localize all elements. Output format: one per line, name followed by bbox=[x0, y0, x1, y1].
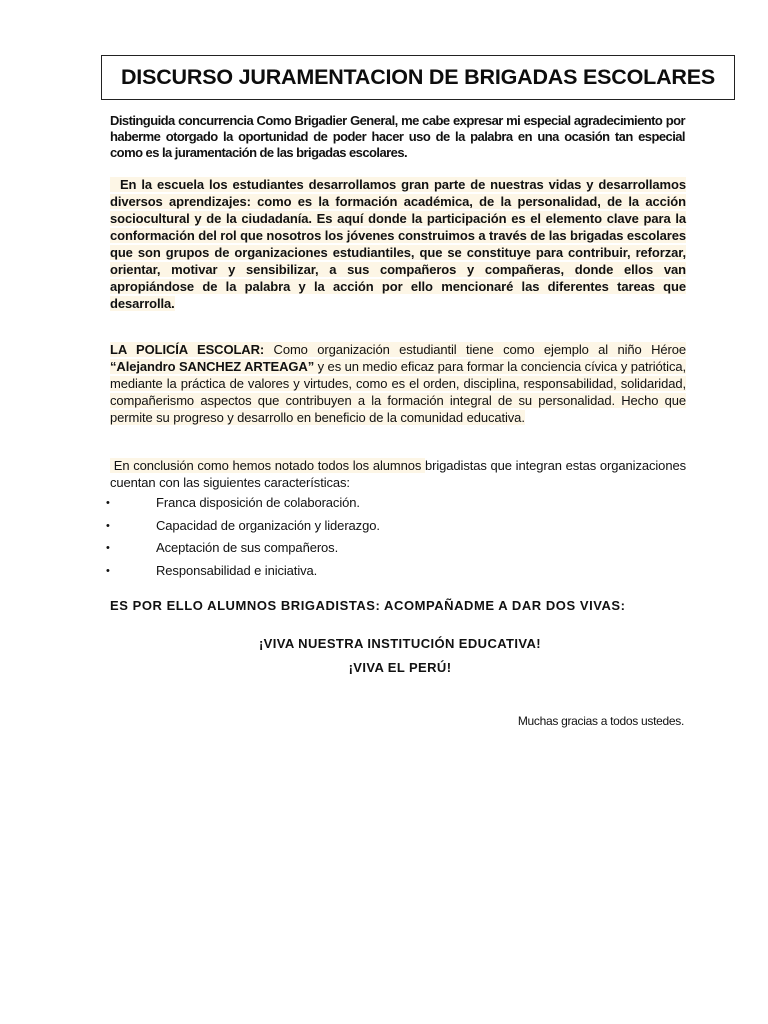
policia-heading: LA POLICÍA ESCOLAR: bbox=[110, 342, 265, 357]
policia-text-wrapper bbox=[110, 342, 686, 425]
policia-text-a: Como organización estudiantil tiene como ejemplo al niño Héroe bbox=[264, 342, 686, 357]
bullet-icon: • bbox=[106, 519, 110, 532]
conclusion-rest: brigadistas que integran estas organizaciones cuentan con las siguientes características: bbox=[110, 458, 686, 490]
list-item-text: Capacidad de organización y liderazgo. bbox=[156, 517, 380, 533]
list-item bbox=[100, 538, 380, 561]
paragraph-escuela bbox=[110, 176, 686, 312]
intro-paragraph: Distinguida concurrencia Como Brigadier General, me cabe expresar mi especial agradecimiento por haberme otorgado la oportunidad de poder hacer uso de la palabra en una ocasión tan especial como es la juramentación de las brigadas escolares. bbox=[110, 113, 685, 160]
paragraph-escuela-text: En la escuela los estudiantes desarrollamos gran parte de nuestras vidas y desarrollamos diversos aprendizajes: como es la formación académica, de la personalidad, de la acción sociocultural y de la ciudadanía. Es aquí donde la participación es el elemento clave para la conformación del rol que nosotros los jóvenes construimos a través de las brigadas escolares que son grupos de organizaciones estudiantiles, que se constituye para contribuir, reforzar, orientar, motivar y sensibilizar, a sus compañeros y compañeras, donde ellos van apropiándose de la palabra y la acción por ello mencionaré las diferentes tareas que desarrolla. bbox=[110, 177, 686, 311]
bullet-icon: • bbox=[106, 542, 110, 554]
list-item bbox=[100, 493, 380, 516]
closing-thanks: Muchas gracias a todos ustedes. bbox=[517, 714, 684, 728]
bullet-icon: • bbox=[106, 564, 110, 577]
hero-name: “Alejandro SANCHEZ ARTEAGA” bbox=[110, 359, 315, 374]
policia-text-b: y es un medio eficaz para formar la conciencia cívica y patriótica, mediante la práctica de valores y virtudes, como es el orden, disciplina, responsabilidad, solidaridad, compañerismo aspectos que contribuyen a la formación integral de su personalidad. Hecho que permite su progreso y desarrollo en beneficio de la comunidad educativa. bbox=[110, 359, 686, 425]
title-box bbox=[101, 55, 735, 100]
paragraph-policia-escolar bbox=[110, 341, 686, 426]
call-to-action: ES POR ELLO ALUMNOS BRIGADISTAS: ACOMPAÑADME A DAR DOS VIVAS: bbox=[110, 598, 626, 613]
conclusion-lead: En conclusión como hemos notado todos los alumnos bbox=[110, 458, 426, 473]
list-item bbox=[100, 561, 380, 584]
viva-peru: ¡VIVA EL PERÚ! bbox=[348, 660, 452, 675]
bullet-icon: • bbox=[106, 497, 110, 509]
list-item-text: Aceptación de sus compañeros. bbox=[156, 540, 339, 555]
paragraph-conclusion bbox=[110, 458, 686, 491]
document-title: DISCURSO JURAMENTACION DE BRIGADAS ESCOLARES bbox=[120, 65, 716, 89]
viva-institucion: ¡VIVA NUESTRA INSTITUCIÓN EDUCATIVA! bbox=[258, 636, 542, 651]
list-item bbox=[100, 516, 380, 539]
list-item-text: Responsabilidad e iniciativa. bbox=[156, 562, 318, 578]
characteristics-list bbox=[100, 493, 380, 583]
list-item-text: Franca disposición de colaboración. bbox=[156, 495, 360, 510]
